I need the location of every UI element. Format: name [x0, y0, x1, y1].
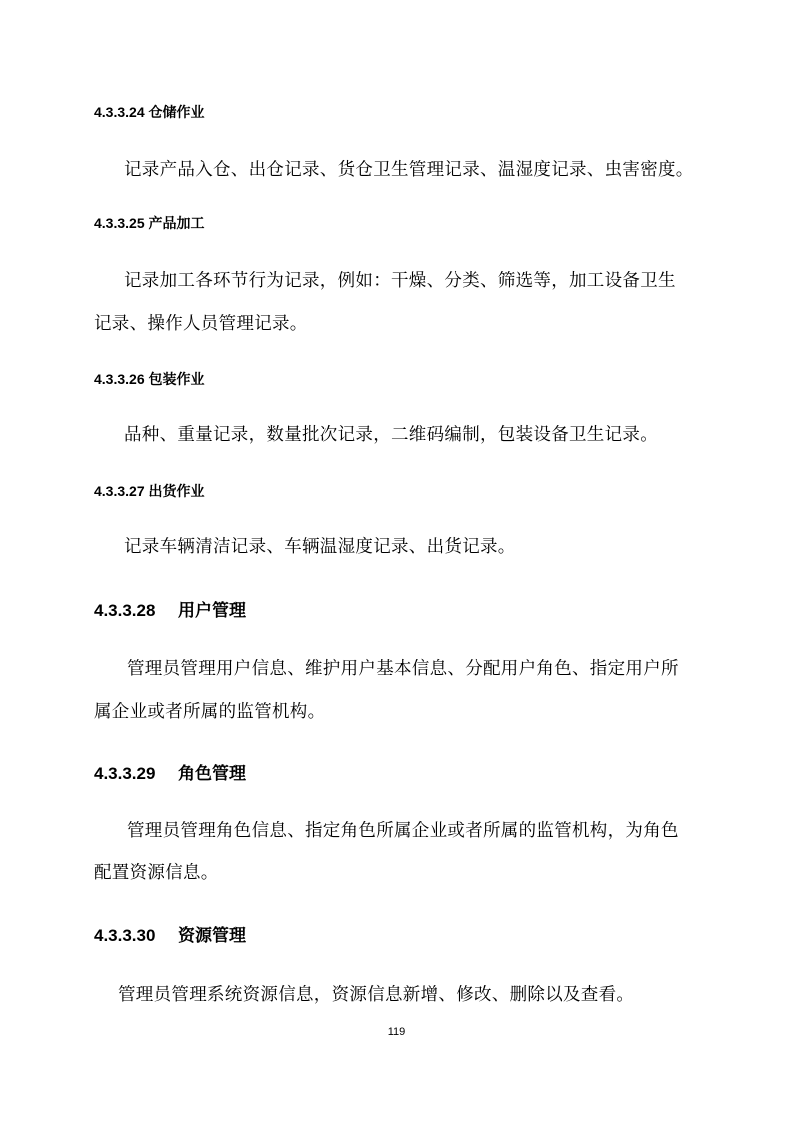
section-heading: 4.3.3.26 包装作业 — [94, 371, 205, 387]
paragraph-line: 配置资源信息。 — [94, 863, 219, 883]
paragraph-line: 记录加工各环节行为记录，例如：干燥、分类、筛选等，加工设备卫生 — [124, 271, 676, 291]
paragraph-line: 管理员管理用户信息、维护用户基本信息、分配用户角色、指定用户所 — [127, 659, 679, 679]
paragraph-line: 管理员管理角色信息、指定角色所属企业或者所属的监管机构，为角色 — [127, 821, 679, 841]
paragraph-line: 品种、重量记录，数量批次记录，二维码编制，包装设备卫生记录。 — [124, 425, 658, 445]
section-heading: 4.3.3.30 资源管理 — [94, 926, 246, 945]
section-heading: 4.3.3.28 用户管理 — [94, 601, 246, 620]
section-heading: 4.3.3.27 出货作业 — [94, 483, 205, 499]
paragraph-line: 记录车辆清洁记录、车辆温湿度记录、出货记录。 — [124, 537, 516, 557]
paragraph-line: 记录产品入仓、出仓记录、货仓卫生管理记录、温湿度记录、虫害密度。 — [124, 160, 694, 180]
paragraph-line: 属企业或者所属的监管机构。 — [94, 702, 326, 722]
paragraph-line: 管理员管理系统资源信息，资源信息新增、修改、删除以及查看。 — [118, 985, 635, 1005]
section-heading: 4.3.3.24 仓储作业 — [94, 104, 205, 120]
section-heading: 4.3.3.29 角色管理 — [94, 764, 246, 783]
paragraph-line: 记录、操作人员管理记录。 — [94, 314, 308, 334]
page-number: 119 — [387, 1026, 406, 1038]
section-heading: 4.3.3.25 产品加工 — [94, 215, 205, 231]
